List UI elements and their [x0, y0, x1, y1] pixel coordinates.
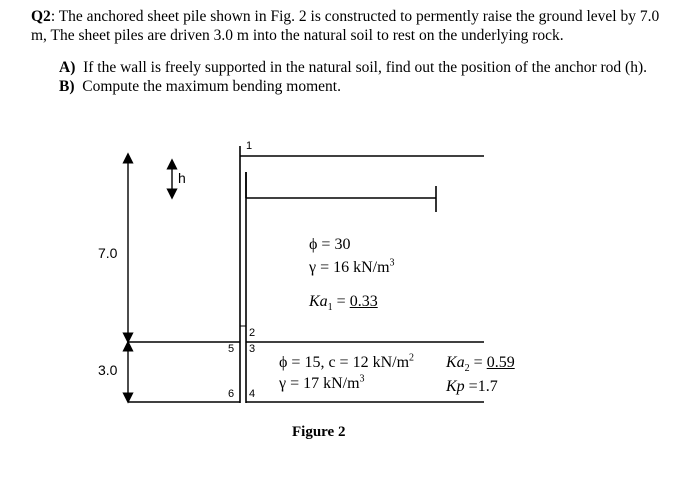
kp-name: Kp: [446, 378, 465, 395]
lower-gamma-text: γ = 17 kN/m: [279, 375, 360, 392]
upper-gamma-text: γ = 16 kN/m: [309, 259, 390, 276]
ka1-eq: =: [332, 293, 350, 310]
ka1-name: Ka: [309, 293, 328, 310]
ka2-value: 0.59: [486, 354, 515, 371]
part-a-label: A): [59, 59, 76, 76]
point-6-label: 6: [228, 388, 235, 400]
part-b-text: Compute the maximum bending moment.: [82, 78, 341, 95]
point-3-label: 3: [249, 343, 256, 355]
ka2-sub: 2: [464, 363, 470, 375]
upper-soil-phi: ϕ = 30: [309, 236, 351, 253]
lower-soil-phi-c: [279, 354, 414, 372]
lower-gamma-exponent: 3: [359, 373, 365, 385]
upper-soil-gamma: [309, 259, 395, 277]
ka2-name: Ka: [446, 354, 465, 371]
question-body: : The anchored sheet pile shown in Fig. 2 is constructed to permently raise the ground level by 7.0 m, The sheet piles are driven 3.0 m into the natural soil to rest on the underlying rock.: [31, 8, 660, 44]
lower-phi-c-exponent: 2: [409, 352, 415, 364]
ka2-eq: =: [469, 354, 487, 371]
lower-phi-c-text: ϕ = 15, c = 12 kN/m: [279, 354, 410, 371]
point-2-label: 2: [249, 327, 256, 339]
figure-caption: Figure 2: [292, 424, 346, 440]
ka1-value: 0.33: [349, 293, 378, 310]
question-label: Q2: [31, 8, 51, 25]
anchor-h-label: h: [178, 170, 186, 186]
upper-gamma-exponent: 3: [389, 257, 395, 269]
point-1-label: 1: [246, 140, 253, 152]
ka1-sub: 1: [327, 302, 333, 314]
dim-lower-label: 3.0: [98, 362, 118, 378]
upper-soil-ka: [309, 293, 378, 314]
kp-eq: =: [464, 378, 478, 395]
point-5-label: 5: [228, 343, 235, 355]
part-b-label: B): [59, 78, 75, 95]
kp-value: 1.7: [477, 378, 498, 395]
lower-soil-kp: [446, 378, 498, 396]
lower-soil-gamma: [279, 375, 365, 393]
part-a-text: If the wall is freely supported in the natural soil, find out the position of the anchor rod (h).: [83, 59, 647, 76]
lower-soil-ka: [446, 354, 515, 375]
point-4-label: 4: [249, 388, 256, 400]
dim-upper-label: 7.0: [98, 245, 118, 261]
